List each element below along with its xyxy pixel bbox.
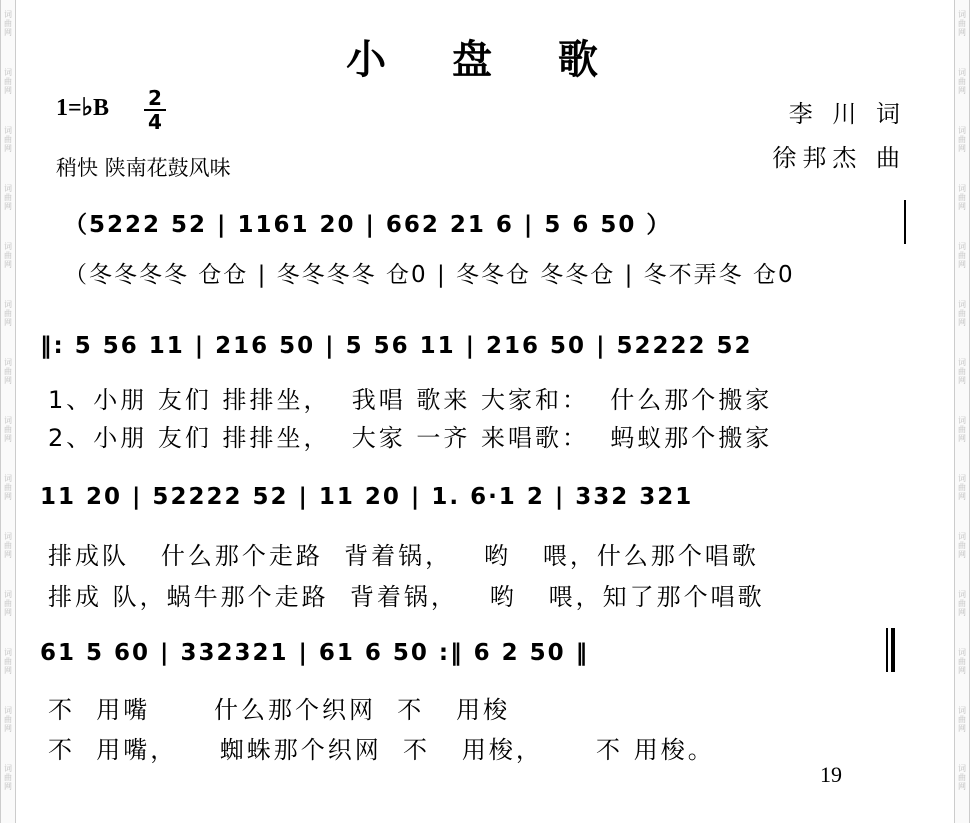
watermark-glyph: 词 曲 网: [958, 416, 966, 443]
watermark-glyph: 词 曲 网: [4, 416, 12, 443]
intro-drums: （冬冬冬冬 仓仓 | 冬冬冬冬 仓0 | 冬冬仓 冬冬仓 | 冬不弄冬 仓0: [64, 262, 795, 288]
line3-notes: 61 5 60 | 332321 | 61 6 50 :‖ 6 2 50 ‖: [40, 640, 590, 666]
line2-notes: 11 20 | 52222 52 | 11 20 | 1. 6·1 2 | 332 321: [40, 484, 694, 510]
watermark-glyph: 词 曲 网: [958, 590, 966, 617]
right-watermark-strip: [954, 0, 970, 823]
watermark-glyph: 词 曲 网: [958, 10, 966, 37]
intro-end-barline: [904, 200, 906, 244]
watermark-glyph: 词 曲 网: [4, 126, 12, 153]
time-signature-bottom: 4: [148, 110, 162, 134]
watermark-glyph: 词 曲 网: [958, 242, 966, 269]
watermark-glyph: 词 曲 网: [4, 10, 12, 37]
watermark-glyph: 词 曲 网: [958, 474, 966, 501]
time-signature-top: 2: [148, 86, 162, 110]
watermark-glyph: 词 曲 网: [958, 648, 966, 675]
line3-verse1: 不 用嘴 什么那个织网 不 用梭: [48, 696, 511, 724]
watermark-glyph: 词 曲 网: [958, 358, 966, 385]
watermark-glyph: 词 曲 网: [958, 300, 966, 327]
line1-verse2: 2、小朋 友们 排排坐， 大家 一齐 来唱歌： 蚂蚁那个搬家: [48, 424, 773, 452]
line2-verse2: 排成 队，蜗牛那个走路 背着锅， 哟 喂，知了那个唱歌: [48, 583, 765, 611]
line1-notes: ‖: 5 56 11 | 216 50 | 5 56 11 | 216 50 | 52222 52: [40, 333, 753, 359]
watermark-glyph: 词 曲 网: [958, 532, 966, 559]
watermark-glyph: 词 曲 网: [958, 126, 966, 153]
watermark-glyph: 词 曲 网: [4, 764, 12, 791]
line3-verse2: 不 用嘴， 蜘蛛那个织网 不 用梭， 不 用梭。: [48, 736, 715, 764]
watermark-glyph: 词 曲 网: [4, 648, 12, 675]
key-signature: 1=♭B: [56, 95, 110, 121]
watermark-glyph: 词 曲 网: [4, 184, 12, 211]
watermark-glyph: 词 曲 网: [4, 590, 12, 617]
watermark-glyph: 词 曲 网: [4, 358, 12, 385]
watermark-glyph: 词 曲 网: [4, 706, 12, 733]
composer-credit: 徐邦杰 曲: [772, 144, 906, 172]
lyricist-credit: 李 川 词: [788, 100, 906, 128]
line1-verse1: 1、小朋 友们 排排坐， 我唱 歌来 大家和： 什么那个搬家: [48, 386, 773, 414]
watermark-glyph: 词 曲 网: [958, 184, 966, 211]
line2-verse1: 排成队 什么那个走路 背着锅， 哟 喂，什么那个唱歌: [48, 542, 759, 570]
watermark-glyph: 词 曲 网: [4, 68, 12, 95]
left-watermark-strip: [0, 0, 16, 823]
watermark-glyph: 词 曲 网: [4, 474, 12, 501]
final-barline-thick: [891, 628, 895, 672]
intro-notes: （5222 52 | 1161 20 | 662 21 6 | 5 6 50 ）: [64, 212, 672, 238]
watermark-glyph: 词 曲 网: [4, 532, 12, 559]
watermark-glyph: 词 曲 网: [958, 706, 966, 733]
watermark-glyph: 词 曲 网: [4, 242, 12, 269]
watermark-glyph: 词 曲 网: [958, 764, 966, 791]
final-barline-thin: [886, 628, 888, 672]
watermark-glyph: 词 曲 网: [4, 300, 12, 327]
page-number: 19: [820, 762, 842, 787]
time-signature: [144, 88, 166, 132]
song-title: 小 盘 歌: [346, 37, 624, 83]
watermark-glyph: 词 曲 网: [958, 68, 966, 95]
tempo-marking: 稍快 陕南花鼓风味: [56, 156, 231, 180]
